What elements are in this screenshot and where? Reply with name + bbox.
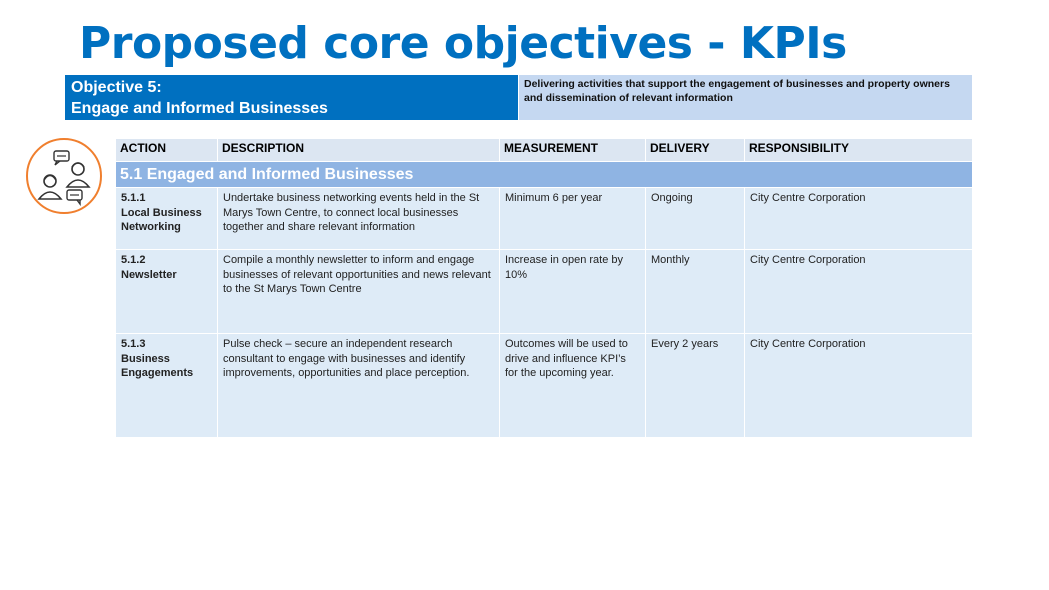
action-cell	[116, 188, 218, 250]
action-id: 5.1.1	[121, 192, 146, 204]
header-responsibility: RESPONSIBILITY	[745, 139, 973, 162]
action-name: Local Business Networking	[121, 206, 202, 233]
section-row	[116, 162, 973, 188]
objective-number: Objective 5:	[71, 79, 162, 96]
action-cell	[116, 250, 218, 334]
description-cell: Undertake business networking events held in the St Marys Town Centre, to connect local businesses together and share relevant information	[218, 188, 500, 250]
table-row	[116, 334, 973, 438]
section-title: 5.1 Engaged and Informed Businesses	[116, 162, 973, 188]
objective-header	[65, 75, 518, 120]
objective-summary: Delivering activities that support the engagement of businesses and property owners and dissemination of relevant information	[519, 75, 972, 120]
page-title: Proposed core objectives - KPIs	[79, 18, 847, 69]
action-id: 5.1.2	[121, 254, 146, 266]
header-action: ACTION	[116, 139, 218, 162]
header-delivery: DELIVERY	[646, 139, 745, 162]
objective-name: Engage and Informed Businesses	[71, 100, 328, 117]
measurement-cell: Outcomes will be used to drive and influence KPI’s for the upcoming year.	[500, 334, 646, 438]
kpi-table	[115, 138, 973, 438]
responsibility-cell: City Centre Corporation	[745, 188, 973, 250]
action-id: 5.1.3	[121, 338, 146, 350]
table-header-row	[116, 139, 973, 162]
table-row	[116, 250, 973, 334]
action-name: Newsletter	[121, 268, 177, 281]
header-measurement: MEASUREMENT	[500, 139, 646, 162]
responsibility-cell: City Centre Corporation	[745, 250, 973, 334]
action-cell	[116, 334, 218, 438]
responsibility-cell: City Centre Corporation	[745, 334, 973, 438]
header-description: DESCRIPTION	[218, 139, 500, 162]
description-cell: Compile a monthly newsletter to inform and engage businesses of relevant opportunities and news relevant to the St Marys Town Centre	[218, 250, 500, 334]
delivery-cell: Monthly	[646, 250, 745, 334]
delivery-cell: Every 2 years	[646, 334, 745, 438]
description-cell: Pulse check – secure an independent research consultant to engage with businesses and identify improvements, opportunities and place perception.	[218, 334, 500, 438]
delivery-cell: Ongoing	[646, 188, 745, 250]
action-name: Business Engagements	[121, 352, 194, 379]
measurement-cell: Minimum 6 per year	[500, 188, 646, 250]
business-engagement-people-icon	[25, 137, 103, 215]
table-row	[116, 188, 973, 250]
measurement-cell: Increase in open rate by 10%	[500, 250, 646, 334]
